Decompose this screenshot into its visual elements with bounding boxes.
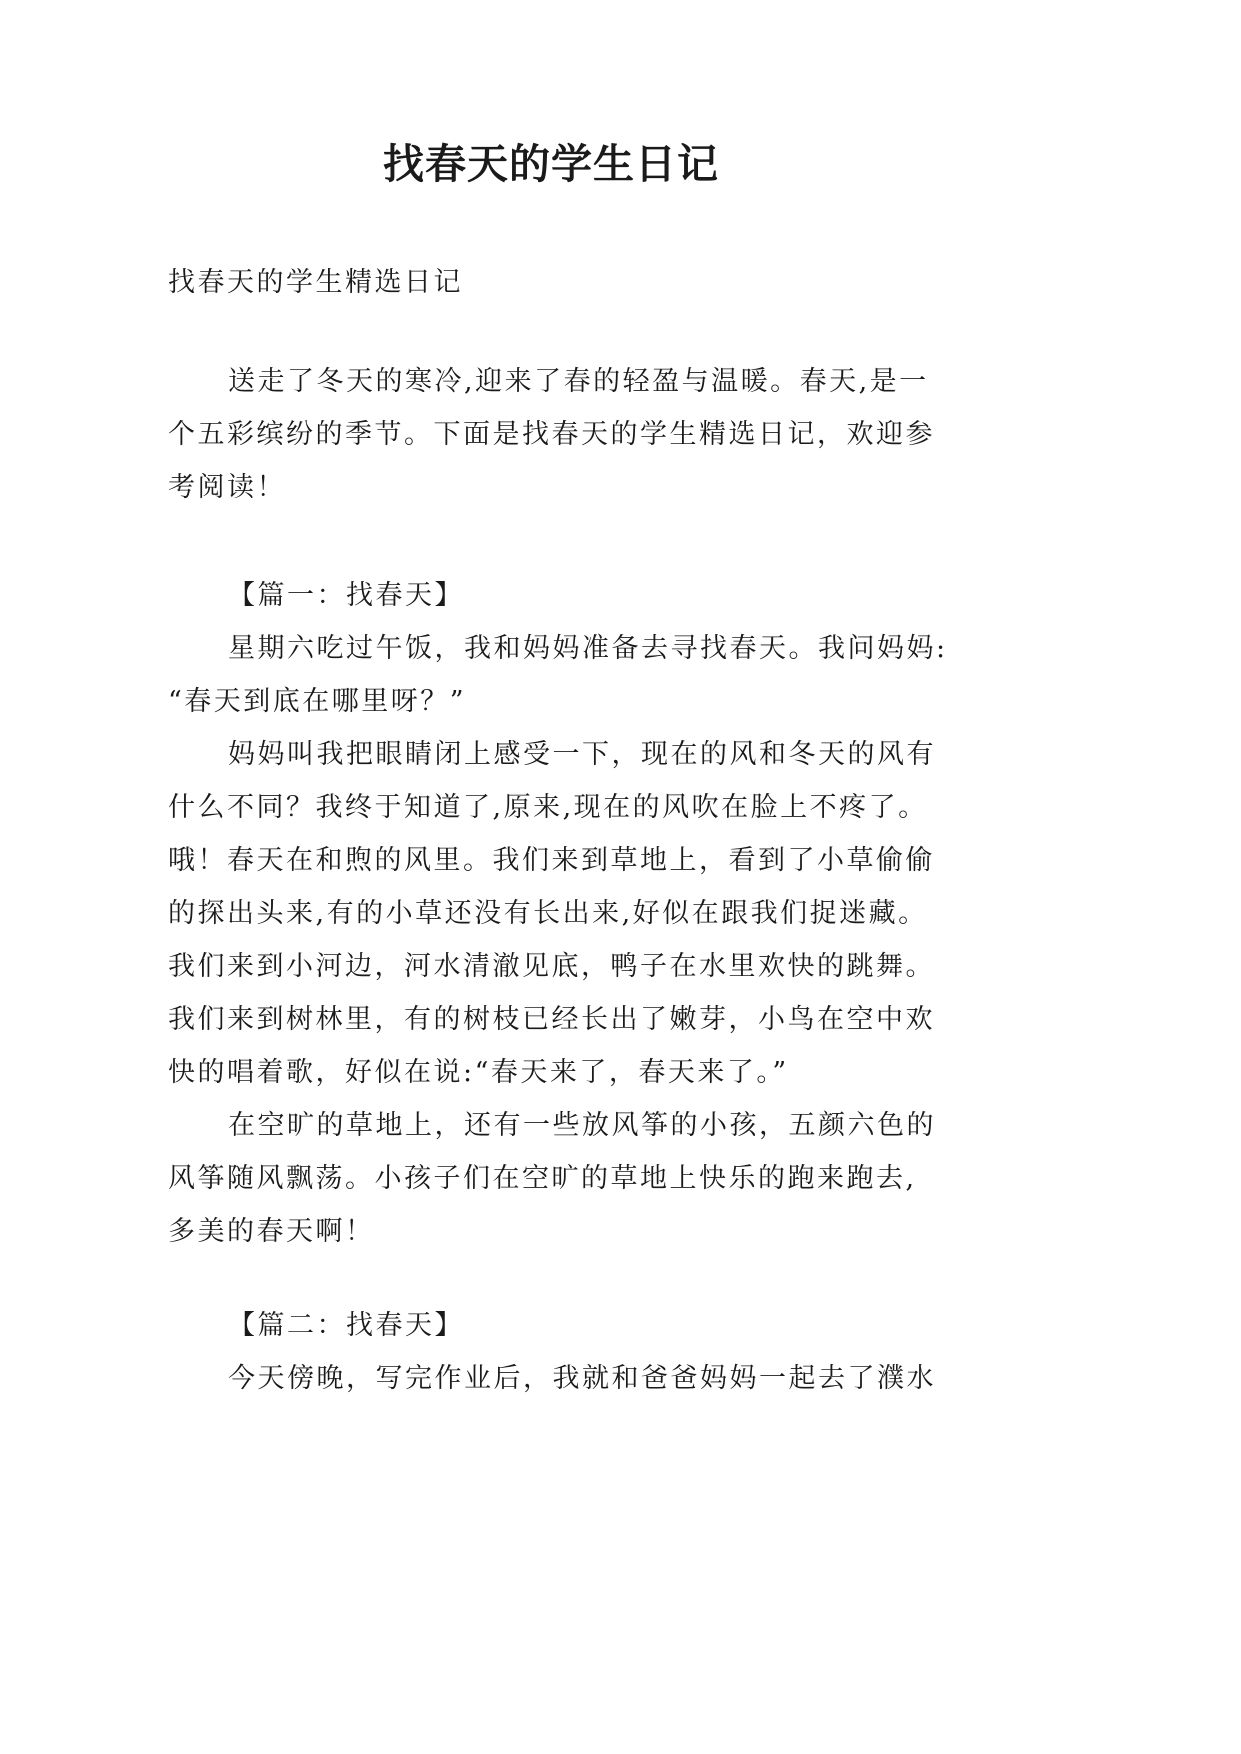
intro-line: 个五彩缤纷的季节。下面是找春天的学生精选日记，欢迎参 [168,419,935,450]
intro-line: 考阅读！ [168,472,286,503]
section1-heading [168,569,958,622]
section1-line: 星期六吃过午饭，我和妈妈准备去寻找春天。我问妈妈: [228,633,948,664]
section1-line: 妈妈叫我把眼睛闭上感受一下，现在的风和冬天的风有 [228,739,936,770]
section1-line: 多美的春天啊！ [168,1216,375,1247]
document-title: 找春天的学生日记 [383,140,719,188]
section1-line: 哦！春天在和煦的风里。我们来到草地上，看到了小草偷偷 [168,845,935,876]
section2-body [168,1352,958,1405]
section1-body [168,622,958,1258]
intro-paragraph [168,355,958,514]
section1-line: 我们来到小河边，河水清澈见底，鸭子在水里欢快的跳舞。 [168,951,935,982]
section1-line: 快的唱着歌，好似在说:“春天来了，春天来了。” [168,1057,789,1088]
section1-line: 的探出头来,有的小草还没有长出来,好似在跟我们捉迷藏。 [168,898,928,929]
section1-line: “春天到底在哪里呀？” [168,686,467,717]
section2-heading-text: 【篇二：找春天】 [228,1310,464,1341]
intro-line: 送走了冬天的寒冷,迎来了春的轻盈与温暖。春天,是一 [228,366,929,397]
section2-line: 今天傍晚，写完作业后，我就和爸爸妈妈一起去了濮水 [228,1363,936,1394]
section1-line: 风筝随风飘荡。小孩子们在空旷的草地上快乐的跑来跑去, [168,1163,917,1194]
section1-line: 什么不同？我终于知道了,原来,现在的风吹在脸上不疼了。 [168,792,928,823]
section1-heading-text: 【篇一：找春天】 [228,580,464,611]
section2-heading [168,1299,958,1352]
subtitle-text: 找春天的学生精选日记 [168,267,463,298]
section1-line: 在空旷的草地上，还有一些放风筝的小孩，五颜六色的 [228,1110,936,1141]
document-subtitle [168,256,958,309]
section1-line: 我们来到树林里，有的树枝已经长出了嫩芽，小鸟在空中欢 [168,1004,935,1035]
